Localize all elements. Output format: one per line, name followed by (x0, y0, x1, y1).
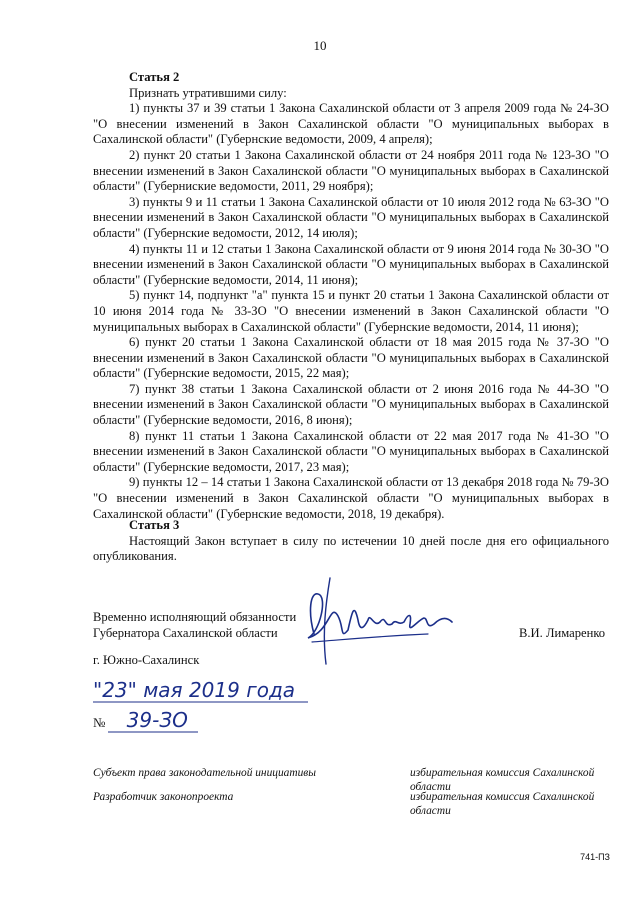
page-number: 10 (313, 38, 327, 53)
article-2-item: 6) пункт 20 статьи 1 Закона Сахалинской области от 18 мая 2015 года № 37-ЗО "О внесении изменений в Закон Сахалинской области "О муниципальных выборах в Сахалинской области" (Губернские ведомости, 2015, 22 мая); (93, 335, 609, 381)
handwritten-signature (300, 572, 470, 667)
signatory-name: В.И. Лимаренко (519, 626, 606, 640)
law-number (93, 708, 188, 732)
article-2-item: 7) пункт 38 статьи 1 Закона Сахалинской области от 2 июня 2016 года № 44-ЗО "О внесении изменений в Закон Сахалинской области "О муниципальных выборах в Сахалинской области" (Губернские ведомости, 2016, 8 июня); (93, 381, 609, 428)
article-2-item: 5) пункт 14, подпункт "а" пункта 15 и пункт 20 статьи 1 Закона Сахалинской области от 10 июня 2014 года № 33-ЗО "О внесении изменений в Закон Сахалинской области "О муниципальных выборах в Сахалинской области" (Губернские ведомости, 2014, 11 июня); (93, 288, 609, 334)
handwritten-number: 39-ЗО (126, 708, 188, 732)
signatory-title (93, 609, 296, 641)
date-underline (93, 700, 308, 704)
document-code: 741-ПЗ (580, 852, 610, 862)
article-2-item: 9) пункты 12 – 14 статьи 1 Закона Сахалинской области от 13 декабря 2018 года № 79-ЗО "О внесении изменений в Закон Сахалинской области "О муниципальных выборах в Сахалинской области" (Губернские ведомости, 2018, 19 декабря). (93, 475, 609, 521)
handwritten-date: "23" мая 2019 года (93, 678, 296, 702)
initiative-value: избирательная комиссия Сахалинской области (410, 767, 595, 793)
article-2-item: 3) пункты 9 и 11 статьи 1 Закона Сахалинской области от 10 июля 2012 года № 63-ЗО "О внесении изменений в Закон Сахалинской области "О муниципальных выборах в Сахалинской области" (Губернские ведомости, 2012, 14 июля); (93, 194, 609, 240)
article-2-heading: Статья 2 (129, 70, 180, 84)
article-2-item: 2) пункт 20 статьи 1 Закона Сахалинской области от 24 ноября 2011 года № 123-ЗО "О внесении изменений в Закон Сахалинской области "О муниципальных выборах в Сахалинской области" (Губерниские ведомости, 2011, 29 ноября); (93, 147, 609, 194)
article-3 (93, 518, 609, 565)
city: г. Южно-Сахалинск (93, 653, 200, 667)
article-2-item: 1) пункты 37 и 39 статьи 1 Закона Сахалинской области от 3 апреля 2009 года № 24-ЗО "О внесении изменений в Закон Сахалинской области "О муниципальных выборах в Сахалинской области" (Губернские ведомости, 2009, 4 апреля); (93, 101, 609, 147)
article-3-heading: Статья 3 (129, 518, 180, 532)
article-3-text: Настоящий Закон вступает в силу по истечении 10 дней после дня его официального опубликования. (93, 533, 609, 564)
number-underline (108, 730, 198, 734)
article-2 (93, 70, 609, 522)
initiative-label: Субъект права законодательной инициативы (93, 767, 316, 779)
article-2-item: 4) пункты 11 и 12 статьи 1 Закона Сахалинской области от 9 июня 2014 года № 30-ЗО "О внесении изменений в Закон Сахалинской области "О муниципальных выборах в Сахалинской области" (Губернские ведомости, 2014, 11 июня); (93, 241, 609, 287)
number-sign: № (93, 715, 106, 730)
article-2-item: 8) пункт 11 статьи 1 Закона Сахалинской области от 22 мая 2017 года № 41-ЗО "О внесении изменений в Закон Сахалинской области "О муниципальных выборах в Сахалинской области" (Губернские ведомости, 2017, 23 мая); (93, 428, 609, 474)
developer-label: Разработчик законопроекта (93, 791, 234, 803)
article-2-lead: Признать утратившими силу: (129, 85, 287, 100)
developer-value: избирательная комиссия Сахалинской области (410, 791, 595, 817)
signatory-title-line1: Временно исполняющий обязанности (93, 610, 297, 624)
signatory-title-line2: Губернатора Сахалинской области (93, 626, 278, 640)
